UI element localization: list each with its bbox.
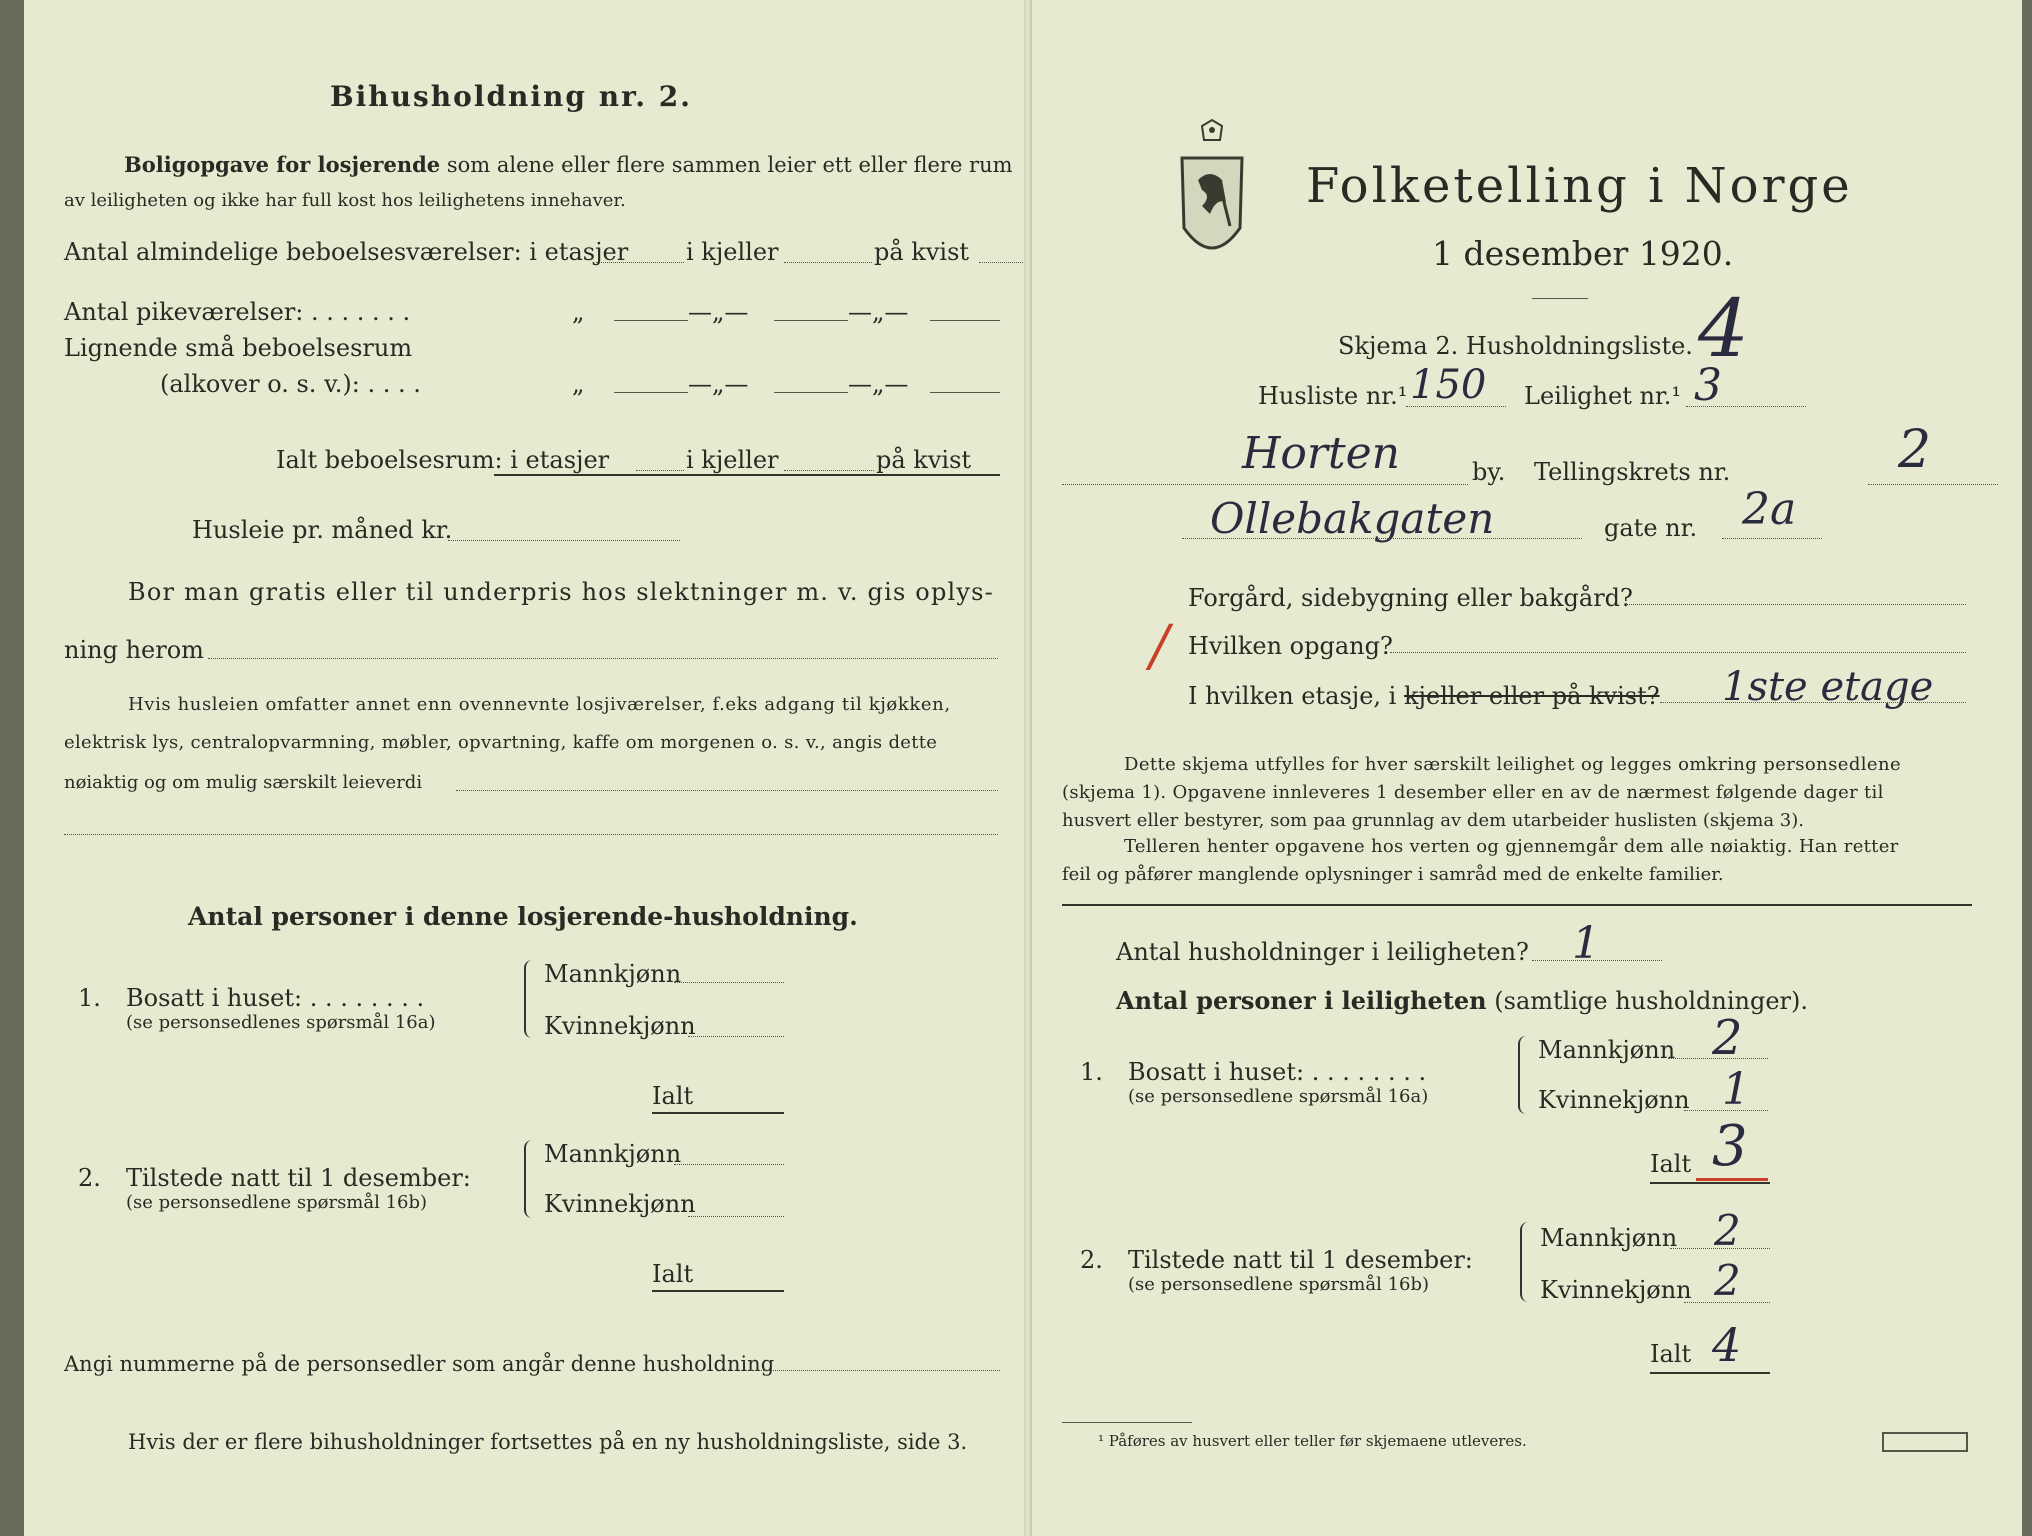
right-q2-mann-field bbox=[1670, 1248, 1770, 1249]
herom-field[interactable] bbox=[208, 658, 998, 659]
antal-husholdninger-field bbox=[1532, 960, 1662, 961]
left-q1-kvinne-field[interactable] bbox=[688, 1036, 784, 1037]
left-q2-mann-label: Mannkjønn bbox=[544, 1140, 682, 1168]
forgaard-label: Forgård, sidebygning eller bakgård? bbox=[1188, 584, 1633, 612]
lignende-field-3[interactable] bbox=[930, 392, 1000, 393]
etasjer-field[interactable] bbox=[596, 262, 684, 263]
losjerende-section-title: Antal personer i denne losjerende-husholdning. bbox=[188, 902, 858, 931]
left-q2-kvinne-field[interactable] bbox=[688, 1216, 784, 1217]
husliste-label: Husliste nr.¹ bbox=[1258, 382, 1408, 410]
kjeller-field[interactable] bbox=[784, 262, 872, 263]
tellingskrets-value[interactable]: 2 bbox=[1898, 420, 1932, 480]
gate-value[interactable]: Ollebakgaten bbox=[1210, 494, 1495, 543]
leieverdi-field[interactable] bbox=[456, 790, 998, 791]
kvist-label: på kvist bbox=[874, 238, 970, 266]
gate-number-value[interactable]: 2a bbox=[1742, 484, 1797, 535]
tellingskrets-label: Tellingskrets nr. bbox=[1534, 458, 1731, 486]
lignende-label-2: (alkover o. s. v.): . . . . bbox=[160, 370, 421, 398]
ialt-kjeller-label: i kjeller bbox=[686, 446, 779, 474]
left-q2-mann-field[interactable] bbox=[674, 1164, 784, 1165]
lignende-label-1: Lignende små beboelsesrum bbox=[64, 334, 413, 362]
skjema-handwritten: 4 bbox=[1698, 282, 1749, 375]
lignende-quote: „ bbox=[572, 370, 585, 398]
by-label: by. bbox=[1472, 458, 1506, 486]
antal-rooms-label: Antal almindelige beboelsesværelser: i etasjer bbox=[64, 238, 629, 266]
right-q2-number: 2. bbox=[1080, 1246, 1103, 1274]
angi-field[interactable] bbox=[750, 1370, 1000, 1371]
right-q2-mann-value[interactable]: 2 bbox=[1714, 1206, 1741, 1255]
right-page bbox=[1030, 0, 2022, 1536]
right-q1-kvinne-field bbox=[1684, 1110, 1768, 1111]
footnote-text: ¹ Påføres av husvert eller teller før skjemaene utleveres. bbox=[1098, 1432, 1527, 1450]
angi-text: Angi nummerne på de personsedler som angår denne husholdning bbox=[64, 1352, 775, 1376]
right-q1-ialt-field bbox=[1650, 1182, 1770, 1184]
antal-husholdninger-value[interactable]: 1 bbox=[1572, 918, 1600, 969]
antal-personer-bold: Antal personer i leiligheten bbox=[1116, 986, 1487, 1015]
right-q2-sub: (se personsedlene spørsmål 16b) bbox=[1128, 1274, 1430, 1295]
right-q1-brace bbox=[1518, 1036, 1530, 1114]
left-q1-ialt-label: Ialt bbox=[652, 1082, 694, 1110]
title-rule bbox=[1532, 298, 1588, 299]
ialt-underline bbox=[494, 474, 1000, 476]
left-q1-mann-label: Mannkjønn bbox=[544, 960, 682, 988]
lignende-field-2[interactable] bbox=[774, 392, 848, 393]
right-q1-mann-label: Mannkjønn bbox=[1538, 1036, 1676, 1064]
pike-label: Antal pikeværelser: . . . . . . . bbox=[64, 298, 411, 326]
intro-bold: Boligopgave for losjerende bbox=[124, 152, 441, 177]
right-q2-ialt-value[interactable]: 4 bbox=[1712, 1318, 1742, 1372]
instruction-line-2: (skjema 1). Opgavene innleveres 1 desember eller en av de nærmest følgende dager til bbox=[1062, 782, 1884, 803]
lignende-field-1[interactable] bbox=[614, 392, 688, 393]
left-q1-kvinne-label: Kvinnekjønn bbox=[544, 1012, 696, 1040]
right-q1-ialt-value[interactable]: 3 bbox=[1712, 1114, 1748, 1179]
intro-line-1 bbox=[124, 152, 1013, 177]
instruction-line-4: Telleren henter opgavene hos verten og gjennemgår dem alle nøiaktig. Han retter bbox=[1124, 836, 1899, 857]
intro-line-2: av leiligheten og ikke har full kost hos leilighetens innehaver. bbox=[64, 190, 626, 211]
bihusholdning-title: Bihusholdning nr. 2. bbox=[330, 80, 692, 113]
forgaard-field[interactable] bbox=[1626, 604, 1966, 605]
leilighet-field bbox=[1686, 406, 1806, 407]
left-q2-brace bbox=[524, 1140, 536, 1218]
husleie-field[interactable] bbox=[448, 540, 680, 541]
hvis-line-2: elektrisk lys, centralopvarmning, møbler, opvartning, kaffe om morgenen o. s. v., angis dette bbox=[64, 732, 938, 753]
right-q2-label: Tilstede natt til 1 desember: bbox=[1128, 1246, 1473, 1274]
right-q1-label: Bosatt i huset: . . . . . . . . bbox=[1128, 1058, 1427, 1086]
right-q1-mann-value[interactable]: 2 bbox=[1712, 1010, 1743, 1066]
folketelling-title: Folketelling i Norge bbox=[1306, 158, 1853, 214]
footnote-rule bbox=[1062, 1422, 1192, 1423]
right-q1-kvinne-value[interactable]: 1 bbox=[1722, 1064, 1750, 1115]
lignende-dash-1: —„— bbox=[688, 370, 749, 398]
left-q1-mann-field[interactable] bbox=[674, 982, 784, 983]
gate-field bbox=[1182, 538, 1582, 539]
opgang-mark: / bbox=[1150, 614, 1169, 679]
skjema-label: Skjema 2. Husholdningsliste. bbox=[1338, 332, 1693, 360]
instruction-rule bbox=[1062, 904, 1972, 906]
ialt-etasjer-field[interactable] bbox=[636, 470, 684, 471]
pike-quote: „ bbox=[572, 298, 585, 326]
instruction-line-5: feil og påfører manglende oplysninger i samråd med de enkelte familier. bbox=[1062, 864, 1724, 885]
left-q1-sub: (se personsedlenes spørsmål 16a) bbox=[126, 1012, 436, 1033]
gate-number-field bbox=[1722, 538, 1822, 539]
opgang-label: Hvilken opgang? bbox=[1188, 632, 1393, 660]
ialt-kvist-label: på kvist bbox=[876, 446, 972, 474]
pike-dash-1: —„— bbox=[688, 298, 749, 326]
right-q2-kvinne-field bbox=[1684, 1302, 1770, 1303]
coat-of-arms-icon bbox=[1172, 118, 1252, 278]
printer-stamp bbox=[1882, 1432, 1968, 1452]
right-q2-ialt-label: Ialt bbox=[1650, 1340, 1692, 1368]
kjeller-label: i kjeller bbox=[686, 238, 779, 266]
right-q1-ialt-label: Ialt bbox=[1650, 1150, 1692, 1178]
hvis-line-1: Hvis husleien omfatter annet enn ovennevnte losjiværelser, f.eks adgang til kjøkken, bbox=[128, 694, 951, 715]
ialt-rooms-label: Ialt beboelsesrum: i etasjer bbox=[276, 446, 610, 474]
left-q2-ialt-field[interactable] bbox=[652, 1290, 784, 1292]
lignende-dash-2: —„— bbox=[848, 370, 909, 398]
left-q1-number: 1. bbox=[78, 984, 101, 1012]
antal-personer-rest: (samtlige husholdninger). bbox=[1494, 987, 1809, 1015]
left-q2-sub: (se personsedlene spørsmål 16b) bbox=[126, 1192, 428, 1213]
left-q2-kvinne-label: Kvinnekjønn bbox=[544, 1190, 696, 1218]
left-page bbox=[24, 0, 1024, 1536]
hvis-line-3: nøiaktig og om mulig særskilt leieverdi bbox=[64, 772, 423, 793]
etasje-field bbox=[1660, 702, 1966, 703]
etasje-label bbox=[1188, 682, 1660, 710]
leieverdi-field-2[interactable] bbox=[64, 834, 998, 835]
husliste-value[interactable]: 150 bbox=[1410, 362, 1487, 408]
pike-field-1[interactable] bbox=[614, 320, 688, 321]
instruction-line-3: husvert eller bestyrer, som paa grunnlag av dem utarbeider huslisten (skjema 3). bbox=[1062, 810, 1804, 831]
right-q2-kvinne-label: Kvinnekjønn bbox=[1540, 1276, 1692, 1304]
left-q1-label: Bosatt i huset: . . . . . . . . bbox=[126, 984, 425, 1012]
tellingskrets-field bbox=[1868, 484, 1998, 485]
intro-rest: som alene eller flere sammen leier ett eller flere rum bbox=[446, 153, 1013, 177]
right-q1-sub: (se personsedlene spørsmål 16a) bbox=[1128, 1086, 1429, 1107]
pike-dash-2: —„— bbox=[848, 298, 909, 326]
right-q2-brace bbox=[1520, 1222, 1532, 1302]
left-q1-ialt-field[interactable] bbox=[652, 1112, 784, 1114]
pike-field-3[interactable] bbox=[930, 320, 1000, 321]
left-q2-number: 2. bbox=[78, 1164, 101, 1192]
left-q2-label: Tilstede natt til 1 desember: bbox=[126, 1164, 471, 1192]
antal-husholdninger-label: Antal husholdninger i leiligheten? bbox=[1116, 938, 1529, 966]
pike-field-2[interactable] bbox=[774, 320, 848, 321]
husliste-field bbox=[1406, 406, 1506, 407]
by-field bbox=[1062, 484, 1468, 485]
right-q1-ialt-red-underline bbox=[1696, 1178, 1768, 1181]
etasje-value[interactable]: 1ste etage bbox=[1722, 664, 1934, 710]
by-value[interactable]: Horten bbox=[1242, 428, 1400, 479]
etasje-label-text: I hvilken etasje, i bbox=[1188, 682, 1397, 710]
census-date: 1 desember 1920. bbox=[1432, 234, 1734, 273]
instruction-line-1: Dette skjema utfylles for hver særskilt leilighet og legges omkring personsedlene bbox=[1124, 754, 1902, 775]
leilighet-label: Leilighet nr.¹ bbox=[1524, 382, 1682, 410]
ialt-kjeller-field[interactable] bbox=[784, 470, 874, 471]
right-q1-number: 1. bbox=[1080, 1058, 1103, 1086]
right-q1-kvinne-label: Kvinnekjønn bbox=[1538, 1086, 1690, 1114]
leilighet-value[interactable]: 3 bbox=[1694, 360, 1722, 411]
opgang-field[interactable] bbox=[1390, 652, 1966, 653]
left-footer-text: Hvis der er flere bihusholdninger fortsettes på en ny husholdningsliste, side 3. bbox=[128, 1430, 968, 1454]
right-q2-mann-label: Mannkjønn bbox=[1540, 1224, 1678, 1252]
bor-gratis-text: Bor man gratis eller til underpris hos slektninger m. v. gis oplys- bbox=[128, 578, 994, 606]
etasje-struck-text: kjeller eller på kvist? bbox=[1404, 682, 1660, 710]
gate-label: gate nr. bbox=[1604, 514, 1698, 542]
antal-personer-heading bbox=[1116, 986, 1808, 1015]
right-q2-kvinne-value[interactable]: 2 bbox=[1714, 1256, 1741, 1305]
herom-label: ning herom bbox=[64, 636, 204, 664]
left-q1-brace bbox=[524, 960, 536, 1038]
right-q2-ialt-field bbox=[1650, 1372, 1770, 1374]
husleie-label: Husleie pr. måned kr. bbox=[192, 516, 453, 544]
right-q1-mann-field bbox=[1668, 1058, 1768, 1059]
left-q2-ialt-label: Ialt bbox=[652, 1260, 694, 1288]
